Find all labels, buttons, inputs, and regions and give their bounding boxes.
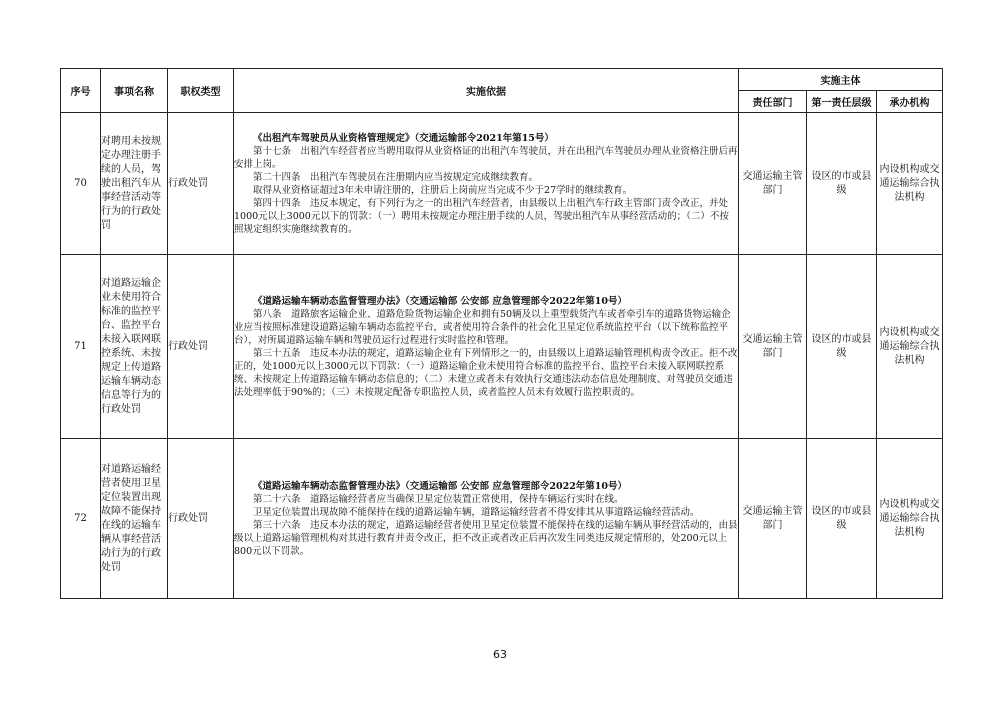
row-power-type: 行政处罚 <box>168 113 234 255</box>
header-agency: 承办机构 <box>877 91 943 113</box>
row-agency: 内设机构或交通运输综合执法机构 <box>877 255 943 439</box>
row-level: 设区的市或县级 <box>807 113 877 255</box>
header-dept: 责任部门 <box>739 91 807 113</box>
row-dept: 交通运输主管部门 <box>739 255 807 439</box>
basis-paragraph: 取得从业资格证超过3年未申请注册的，注册后上岗前应当完成不少于27学时的继续教育。 <box>253 184 633 196</box>
row-basis <box>234 255 739 439</box>
law-title: 《道路运输车辆动态监督管理办法》（交通运输部 公安部 应急管理部令2022年第10号） <box>253 480 628 492</box>
row-no: 72 <box>61 439 101 599</box>
page-number: 63 <box>493 648 507 661</box>
row-basis <box>234 113 739 255</box>
law-title: 《出租汽车驾驶员从业资格管理规定》（交通运输部令2021年第15号） <box>253 132 554 144</box>
row-item-name: 对道路运输经营者使用卫星定位装置出现故障不能保持在线的运输车辆从事经营活动行为的行政处罚 <box>101 439 168 599</box>
table-row <box>61 439 943 599</box>
basis-paragraph: 第四十四条 违反本规定，有下列行为之一的出租汽车经营者，由县级以上出租汽车行政主管部门责令改正，并处1000元以上3000元以下的罚款：（一）聘用未按规定办理注册手续的人员，驾驶出租汽车从事经营活动的；（二）不按照规定组织实施继续教育的。 <box>234 197 729 235</box>
row-dept: 交通运输主管部门 <box>739 113 807 255</box>
row-agency: 内设机构或交通运输综合执法机构 <box>877 439 943 599</box>
row-basis <box>234 439 739 599</box>
row-power-type: 行政处罚 <box>168 255 234 439</box>
row-item-name: 对道路运输企业未使用符合标准的监控平台、监控平台未接入联网联控系统、未按规定上传道路运输车辆动态信息等行为的行政处罚 <box>101 255 168 439</box>
header-no: 序号 <box>61 69 101 113</box>
row-no: 70 <box>61 113 101 255</box>
header-subject: 实施主体 <box>739 69 943 91</box>
table-row <box>61 255 943 439</box>
table-row <box>61 113 943 255</box>
header-basis: 实施依据 <box>234 69 739 113</box>
basis-paragraph: 第二十四条 出租汽车驾驶员在注册期内应当按规定完成继续教育。 <box>253 171 539 183</box>
basis-paragraph: 第八条 道路旅客运输企业、道路危险货物运输企业和拥有50辆及以上重型载货汽车或者牵引车的道路货物运输企业应当按照标准建设道路运输车辆动态监控平台，或者使用符合条件的社会化卫星定位系统监控平台（以下统称监控平台），对所属道路运输车辆和驾驶员运行过程进行实时监控和管理。 <box>234 308 731 346</box>
row-dept: 交通运输主管部门 <box>739 439 807 599</box>
header-item-name: 事项名称 <box>101 69 168 113</box>
basis-paragraph: 第十七条 出租汽车经营者应当聘用取得从业资格证的出租汽车驾驶员，并在出租汽车驾驶员办理从业资格注册后再安排上岗。 <box>234 145 738 170</box>
basis-paragraph: 卫星定位装置出现故障不能保持在线的道路运输车辆，道路运输经营者不得安排其从事道路运输经营活动。 <box>253 506 700 518</box>
row-level: 设区的市或县级 <box>807 255 877 439</box>
basis-paragraph: 第三十六条 违反本办法的规定，道路运输经营者使用卫星定位装置不能保持在线的运输车辆从事经营活动的，由县级以上道路运输管理机构对其进行教育并责令改正，拒不改正或者改正后再次发生同类违反规定情形的，处200元以上800元以下罚款。 <box>234 519 738 557</box>
header-level: 第一责任层级 <box>807 91 877 113</box>
enforcement-table <box>60 68 943 599</box>
row-power-type: 行政处罚 <box>168 439 234 599</box>
header-power-type: 职权类型 <box>168 69 234 113</box>
basis-paragraph: 第三十五条 违反本办法的规定，道路运输企业有下列情形之一的，由县级以上道路运输管理机构责令改正。拒不改正的，处1000元以上3000元以下罚款：（一）道路运输企业未使用符合标准的监控平台、监控平台未接入联网联控系统、未按规定上传道路运输车辆动态信息的；（二）未建立或者未有效执行交通违法动态信息处理制度、对驾驶员交通违法处理率低于90%的；（三）未按规定配备专职监控人员，或者监控人员未有效履行监控职责的。 <box>234 347 738 398</box>
law-title: 《道路运输车辆动态监督管理办法》（交通运输部 公安部 应急管理部令2022年第10号） <box>253 295 628 307</box>
row-agency: 内设机构或交通运输综合执法机构 <box>877 113 943 255</box>
row-level: 设区的市或县级 <box>807 439 877 599</box>
row-no: 71 <box>61 255 101 439</box>
row-item-name: 对聘用未按规定办理注册手续的人员，驾驶出租汽车从事经营活动等行为的行政处罚 <box>101 113 168 255</box>
basis-paragraph: 第二十六条 道路运输经营者应当确保卫星定位装置正常使用，保持车辆运行实时在线。 <box>253 493 624 505</box>
